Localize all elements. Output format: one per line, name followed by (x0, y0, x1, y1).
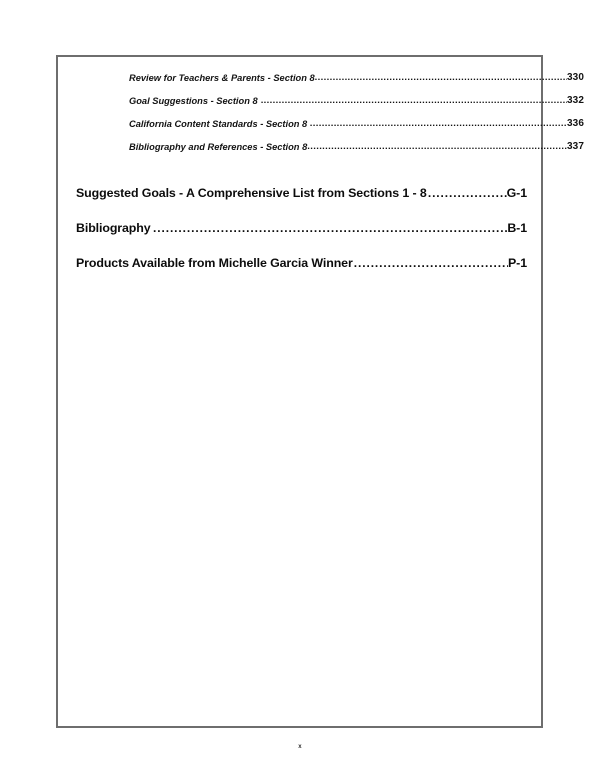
toc-entry-page-number: B-1 (507, 220, 527, 235)
toc-entry-title: Products Available from Michelle Garcia Winner (76, 255, 353, 270)
toc-sub-entry-list (72, 66, 584, 158)
toc-leader-dots (153, 221, 507, 235)
toc-entry-row[interactable] (72, 135, 584, 158)
toc-entry-title: Review for Teachers & Parents - Section 8 (129, 72, 315, 83)
toc-entry-row[interactable] (76, 210, 527, 245)
toc-entry-row[interactable] (72, 89, 584, 112)
toc-main-entry-list (72, 175, 527, 280)
toc-entry-page-number: 336 (567, 118, 584, 129)
toc-leader-dots (307, 141, 567, 152)
table-of-contents (58, 57, 584, 280)
page-sheet (56, 55, 584, 728)
toc-entry-title: Bibliography (76, 220, 151, 235)
toc-entry-page-number: P-1 (508, 255, 527, 270)
toc-entry-row[interactable] (72, 112, 584, 135)
toc-entry-page-number: G-1 (506, 185, 527, 200)
toc-entry-title: Suggested Goals - A Comprehensive List from Sections 1 - 8 (76, 185, 427, 200)
toc-entry-row[interactable] (76, 175, 527, 210)
toc-entry-page-number: 330 (567, 72, 584, 83)
toc-leader-dots (315, 72, 567, 83)
page-number-footer: x (298, 744, 302, 750)
toc-leader-dots (354, 256, 508, 270)
toc-leader-dots (310, 118, 567, 129)
toc-entry-page-number: 337 (567, 141, 584, 152)
toc-leader-dots (428, 186, 507, 200)
toc-entry-title: Goal Suggestions - Section 8 (129, 95, 258, 106)
toc-entry-row[interactable] (72, 66, 584, 89)
toc-entry-title: Bibliography and References - Section 8 (129, 141, 308, 152)
toc-entry-row[interactable] (76, 245, 527, 280)
toc-leader-dots (261, 95, 567, 106)
toc-entry-page-number: 332 (567, 95, 584, 106)
toc-entry-title: California Content Standards - Section 8 (129, 118, 308, 129)
